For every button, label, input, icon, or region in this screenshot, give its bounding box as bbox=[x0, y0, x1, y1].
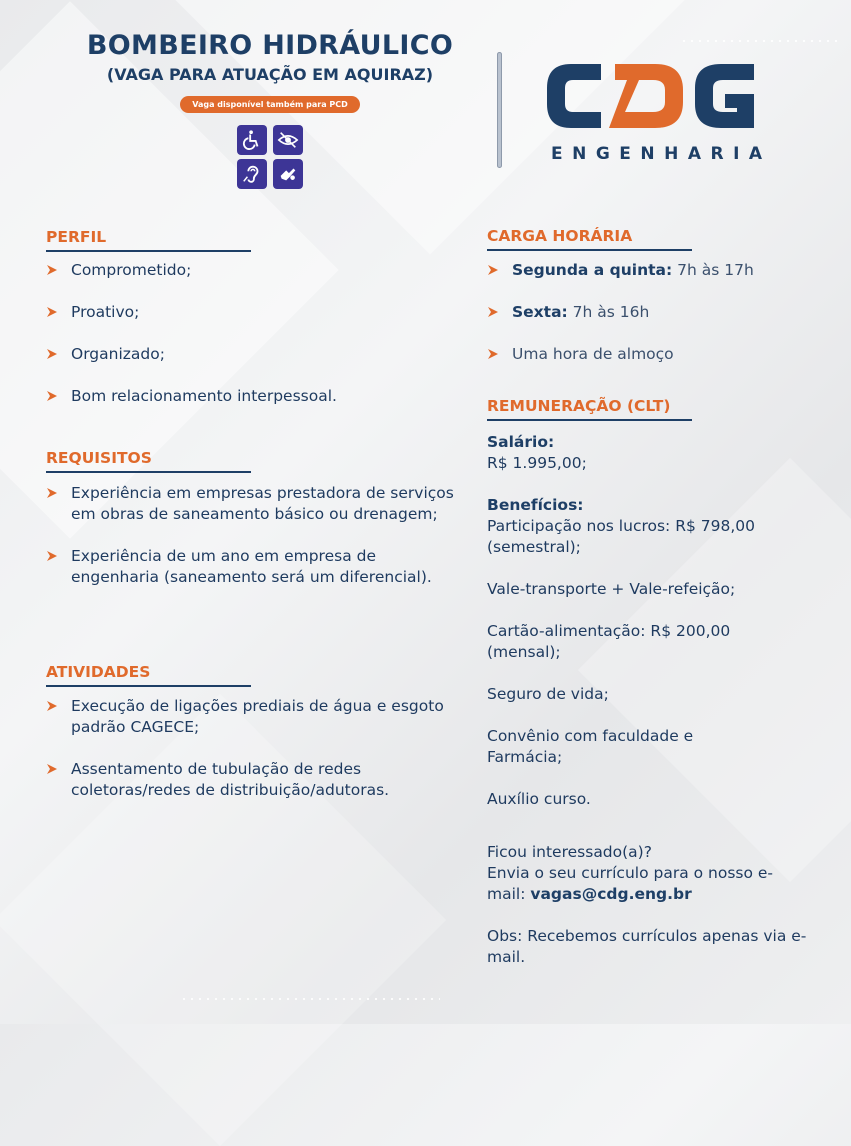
salary-value: R$ 1.995,00; bbox=[487, 454, 587, 472]
salary-block bbox=[487, 432, 817, 474]
contact-block bbox=[487, 842, 807, 968]
list-item: Comprometido; bbox=[46, 260, 466, 281]
benefit-item: Cartão-alimentação: R$ 200,00 (mensal); bbox=[487, 622, 731, 661]
list-item: Proativo; bbox=[46, 302, 466, 323]
salary-label: Salário: bbox=[487, 433, 555, 451]
contact-instructions: Envia o seu currículo para o nosso e-mail: vagas@cdg.eng.br bbox=[487, 864, 774, 903]
dotted-line-decoration bbox=[180, 998, 440, 1000]
cdg-logo-mark bbox=[543, 60, 758, 132]
hearing-icon bbox=[237, 159, 267, 189]
section-underline bbox=[487, 249, 692, 251]
list-item: Experiência de um ano em empresa de engenharia (saneamento será um diferencial). bbox=[46, 546, 466, 588]
chevron-right-icon bbox=[46, 700, 58, 712]
atividades-heading: ATIVIDADES bbox=[46, 663, 151, 681]
benefit-item: Auxílio curso. bbox=[487, 790, 591, 808]
cdg-logo bbox=[543, 60, 772, 164]
header-divider bbox=[497, 52, 502, 168]
carga-horaria-list bbox=[487, 260, 827, 365]
chevron-right-icon bbox=[46, 264, 58, 276]
atividades-list bbox=[46, 696, 466, 801]
chevron-right-icon bbox=[487, 264, 499, 276]
job-header bbox=[60, 30, 480, 189]
section-underline bbox=[487, 419, 692, 421]
logo-subtitle: ENGENHARIA bbox=[551, 144, 772, 164]
list-item: Segunda a quinta: 7h às 17h bbox=[487, 260, 827, 281]
remuneracao-heading: REMUNERAÇÃO (CLT) bbox=[487, 397, 671, 415]
benefit-item: Seguro de vida; bbox=[487, 685, 609, 703]
requisitos-heading: REQUISITOS bbox=[46, 449, 152, 467]
chevron-right-icon bbox=[46, 763, 58, 775]
list-item: Uma hora de almoço bbox=[487, 344, 827, 365]
requisitos-list bbox=[46, 483, 466, 588]
benefit-item: Convênio com faculdade e Farmácia; bbox=[487, 727, 694, 766]
pcd-badge: Vaga disponível também para PCD bbox=[180, 96, 360, 113]
section-underline bbox=[46, 685, 251, 687]
job-title: BOMBEIRO HIDRÁULICO bbox=[86, 30, 454, 61]
contact-question: Ficou interessado(a)? bbox=[487, 843, 652, 861]
wheelchair-icon bbox=[237, 125, 267, 155]
accessibility-icons bbox=[237, 125, 303, 189]
chevron-right-icon bbox=[46, 348, 58, 360]
section-underline bbox=[46, 471, 251, 473]
contact-email-link[interactable]: vagas@cdg.eng.br bbox=[530, 885, 692, 903]
low-vision-icon bbox=[273, 125, 303, 155]
perfil-list bbox=[46, 260, 466, 407]
chevron-right-icon bbox=[46, 487, 58, 499]
perfil-heading: PERFIL bbox=[46, 228, 107, 246]
list-item: Assentamento de tubulação de redes coletoras/redes de distribuição/adutoras. bbox=[46, 759, 466, 801]
benefits-label: Benefícios: bbox=[487, 496, 584, 514]
list-item: Bom relacionamento interpessoal. bbox=[46, 386, 466, 407]
benefits-block bbox=[487, 495, 807, 810]
contact-obs: Obs: Recebemos currículos apenas via e-mail. bbox=[487, 927, 807, 966]
benefit-item: Participação nos lucros: R$ 798,00 (semestral); bbox=[487, 517, 755, 556]
benefit-item: Vale-transporte + Vale-refeição; bbox=[487, 580, 736, 598]
chevron-right-icon bbox=[46, 306, 58, 318]
carga-horaria-heading: CARGA HORÁRIA bbox=[487, 227, 633, 245]
chevron-right-icon bbox=[487, 306, 499, 318]
list-item: Execução de ligações prediais de água e esgoto padrão CAGECE; bbox=[46, 696, 466, 738]
list-item: Experiência em empresas prestadora de serviços em obras de saneamento básico ou drenagem; bbox=[46, 483, 466, 525]
chevron-right-icon bbox=[487, 348, 499, 360]
sign-language-icon bbox=[273, 159, 303, 189]
chevron-right-icon bbox=[46, 390, 58, 402]
chevron-right-icon bbox=[46, 550, 58, 562]
dotted-line-decoration bbox=[680, 40, 840, 42]
section-underline bbox=[46, 250, 251, 252]
list-item: Organizado; bbox=[46, 344, 466, 365]
list-item: Sexta: 7h às 16h bbox=[487, 302, 827, 323]
job-subtitle: (VAGA PARA ATUAÇÃO EM AQUIRAZ) bbox=[106, 65, 434, 84]
